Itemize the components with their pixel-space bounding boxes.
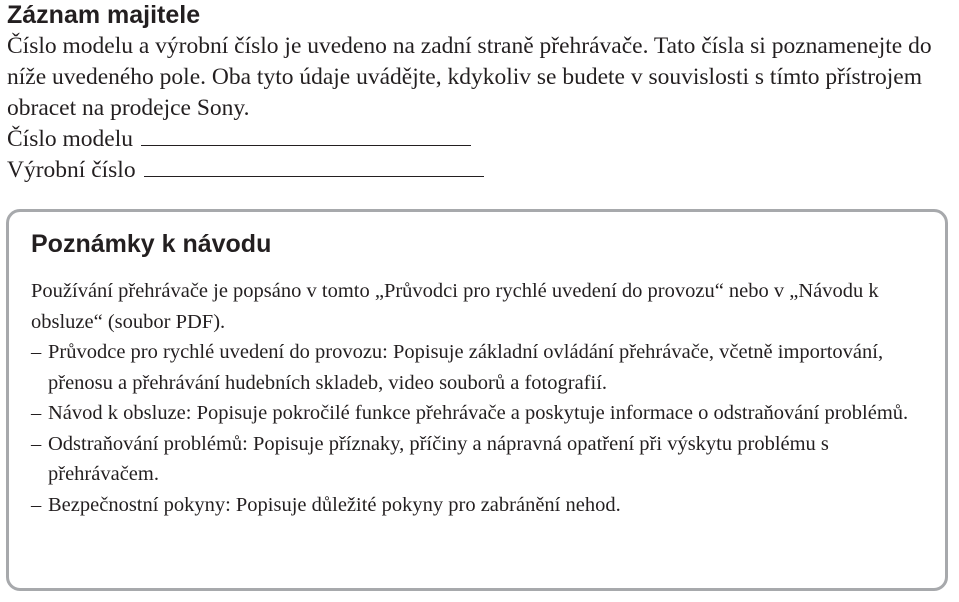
notes-list-item: – Průvodce pro rychlé uvedení do provozu: Popisuje základní ovládání přehrávače, včetně importování, přenosu a přehrávání hudebních skladeb, video souborů a fotografií. — [31, 337, 941, 398]
serial-number-blank-line — [144, 156, 484, 177]
owner-record-paragraph: Číslo modelu a výrobní číslo je uvedeno na zadní straně přehrávače. Tato čísla si poznamenejte do níže uvedeného pole. Oba tyto údaje uvádějte, kdykoliv se budete v souvislosti s tímto přístrojem obracet na prodejce Sony. — [7, 33, 932, 121]
serial-number-label: Výrobní číslo — [7, 157, 136, 183]
notes-list — [31, 337, 941, 520]
notes-list-item: – Bezpečnostní pokyny: Popisuje důležité pokyny pro zabránění nehod. — [31, 490, 941, 521]
serial-number-field — [7, 155, 484, 186]
notes-box — [6, 209, 948, 591]
model-number-label: Číslo modelu — [7, 126, 133, 152]
notes-list-item: – Návod k obsluze: Popisuje pokročilé funkce přehrávače a poskytuje informace o odstraňování problémů. — [31, 398, 941, 429]
owner-record-title: Záznam majitele — [7, 1, 201, 29]
notes-title: Poznámky k návodu — [31, 230, 272, 258]
model-number-field — [7, 124, 471, 155]
notes-intro: Používání přehrávače je popsáno v tomto „Průvodci pro rychlé uvedení do provozu“ nebo v „Návodu k obsluze“ (soubor PDF). — [31, 280, 879, 333]
notes-list-item: – Odstraňování problémů: Popisuje příznaky, příčiny a nápravná opatření při výskytu problému s přehrávačem. — [31, 429, 941, 490]
model-number-blank-line — [141, 125, 471, 146]
